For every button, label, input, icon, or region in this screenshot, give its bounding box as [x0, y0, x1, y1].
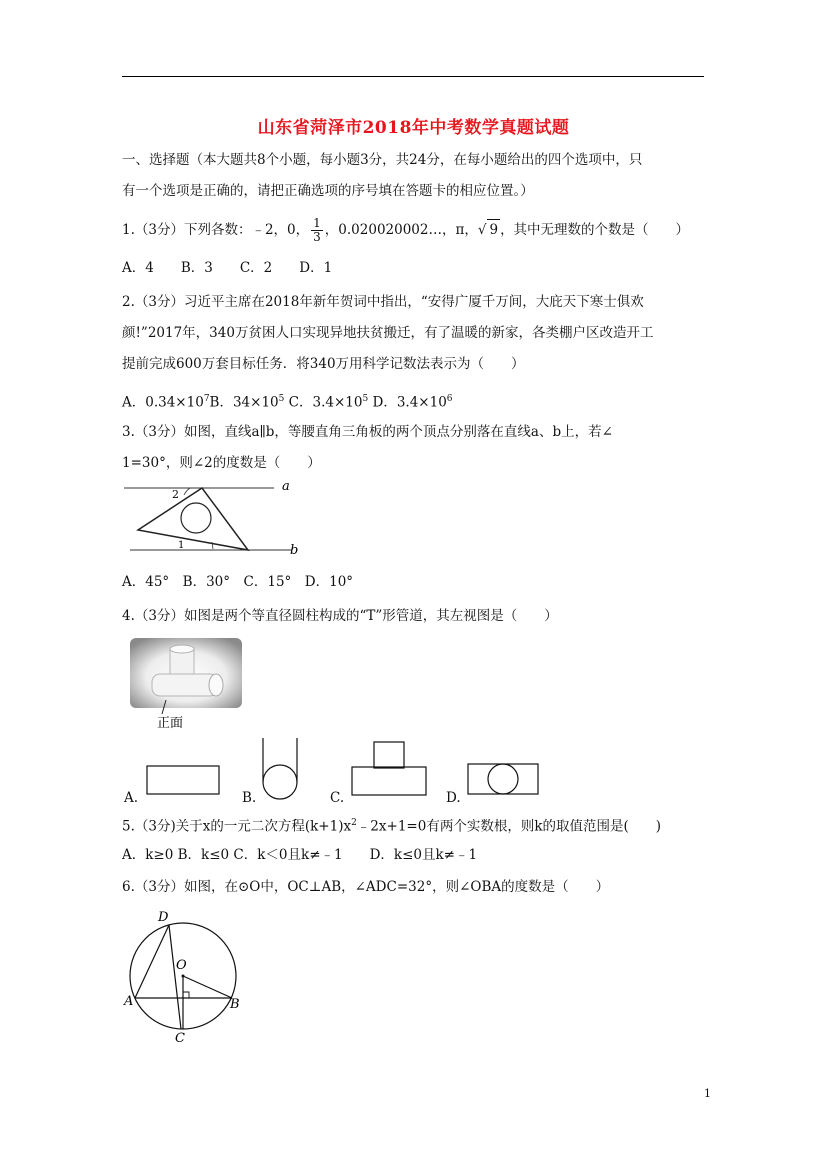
question-2-line1: 2.（3分）习近平主席在2018年新年贺词中指出，“安得广厦千万间，大庇天下寒士俱欢	[122, 294, 644, 310]
sqrt-symbol: √	[477, 222, 487, 238]
page-title: 山东省菏泽市2018年中考数学真题试题	[257, 118, 570, 138]
question-1-options: A．4 B．3 C．2 D．1	[122, 260, 333, 276]
rectangle-shape	[468, 764, 538, 794]
question-3-line2: 1=30°，则∠2的度数是（ ）	[122, 455, 321, 471]
circle-shape	[263, 765, 297, 799]
q4-option-c-label: C.	[330, 790, 345, 806]
segment-ob	[183, 976, 232, 998]
section-heading-line2: 有一个选项是正确的，请把正确选项的序号填在答题卡的相应位置。）	[122, 183, 534, 199]
label-a: a	[282, 479, 290, 494]
chord-dc	[169, 925, 181, 1029]
fraction-numerator: 1	[313, 216, 321, 230]
section-heading-line1: 一、选择题（本大题共8个小题，每小题3分，共24分，在每小题给出的四个选项中，只	[122, 152, 643, 168]
q1-stem-part-a: 1.（3分）下列各数：﹣2，0，	[122, 222, 310, 238]
question-3-options: A．45° B．30° C．15° D．10°	[122, 574, 354, 590]
q5-exponent: 2	[351, 818, 357, 828]
q2-option-d: D．3.4×10	[372, 394, 447, 411]
question-2-line3: 提前完成600万套目标任务．将340万用科学记数法表示为（ ）	[122, 356, 525, 372]
question-1-stem	[122, 217, 689, 244]
q4-option-b-label: B.	[242, 790, 257, 806]
cylinder-end	[209, 674, 223, 696]
rectangle-shape	[147, 766, 219, 794]
circle-shape	[488, 764, 518, 794]
label-c: C	[175, 1031, 185, 1046]
q2-option-a-exponent: 7	[203, 394, 210, 404]
front-label: 正面	[157, 716, 184, 731]
question-2-options	[122, 389, 453, 413]
question-4-stem: 4.（3分）如图是两个等直径圆柱构成的“T”形管道，其左视图是（ ）	[122, 608, 558, 624]
vertical-cylinder-top	[170, 645, 194, 653]
q4-option-b-figure	[260, 736, 302, 802]
label-d: D	[158, 910, 169, 925]
label-angle-1: 1	[178, 540, 185, 551]
t-pipe-photo	[130, 638, 244, 734]
question-5-options: A．k≥0 B．k≤0 C．k＜0且k≠﹣1 D．k≤0且k≠﹣1	[122, 847, 478, 863]
lower-rectangle	[352, 767, 426, 795]
q6-circle-figure	[120, 906, 250, 1046]
q1-stem-part-b: ，0.020020002…，π，	[324, 222, 478, 238]
page-number: 1	[704, 1087, 711, 1100]
q2-option-d-exponent: 6	[446, 394, 453, 404]
angle-2-arc	[184, 488, 190, 495]
q3-parallel-lines-figure	[120, 476, 320, 562]
right-angle-mark	[183, 992, 189, 998]
q2-option-b-exponent: 5	[278, 394, 285, 404]
label-angle-2: 2	[172, 488, 179, 501]
question-6-stem: 6.（3分）如图，在⊙O中，OC⊥AB，∠ADC=32°，则∠OBA的度数是（ ）	[122, 879, 610, 895]
label-a: A	[124, 994, 134, 1009]
question-5-stem	[122, 813, 661, 837]
question-3-line1: 3.（3分）如图，直线a∥b，等腰直角三角板的两个顶点分别落在直线a、b上，若∠	[122, 424, 613, 440]
label-b: b	[290, 543, 299, 558]
q1-stem-part-c: ，其中无理数的个数是（ ）	[500, 222, 690, 238]
q4-option-c-figure	[350, 740, 428, 798]
upper-rectangle	[374, 742, 404, 768]
fraction-one-third	[311, 217, 323, 244]
header-rule	[122, 76, 704, 77]
q2-option-c: C．3.4×10	[288, 394, 363, 411]
set-square-triangle	[138, 488, 248, 550]
horizontal-cylinder	[152, 674, 218, 696]
sqrt-radicand: 9	[487, 219, 500, 240]
q2-option-c-exponent: 5	[362, 394, 369, 404]
q4-option-a-figure	[146, 764, 222, 798]
question-2-line2: 颜!”2017年，340万贫困人口实现异地扶贫搬迁，有了温暖的新家，各类棚户区改造开工	[122, 325, 654, 341]
q4-option-a-label: A.	[124, 790, 139, 806]
set-square-hole	[181, 503, 211, 533]
label-b: B	[230, 997, 240, 1012]
label-o: O	[176, 958, 187, 973]
q4-option-d-label: D.	[446, 790, 461, 806]
q5-stem-part-b: ﹣2x+1=0有两个实数根，则k的取值范围是( )	[356, 818, 662, 835]
fraction-denominator: 3	[313, 230, 321, 244]
center-point	[182, 975, 185, 978]
chord-da	[135, 925, 169, 998]
q2-option-a: A．0.34×10	[122, 394, 204, 411]
q5-stem-part-a: 5.（3分)关于x的一元二次方程(k+1)x	[122, 818, 352, 835]
q4-option-d-figure	[466, 762, 542, 798]
q2-option-b: B．34×10	[209, 394, 279, 411]
